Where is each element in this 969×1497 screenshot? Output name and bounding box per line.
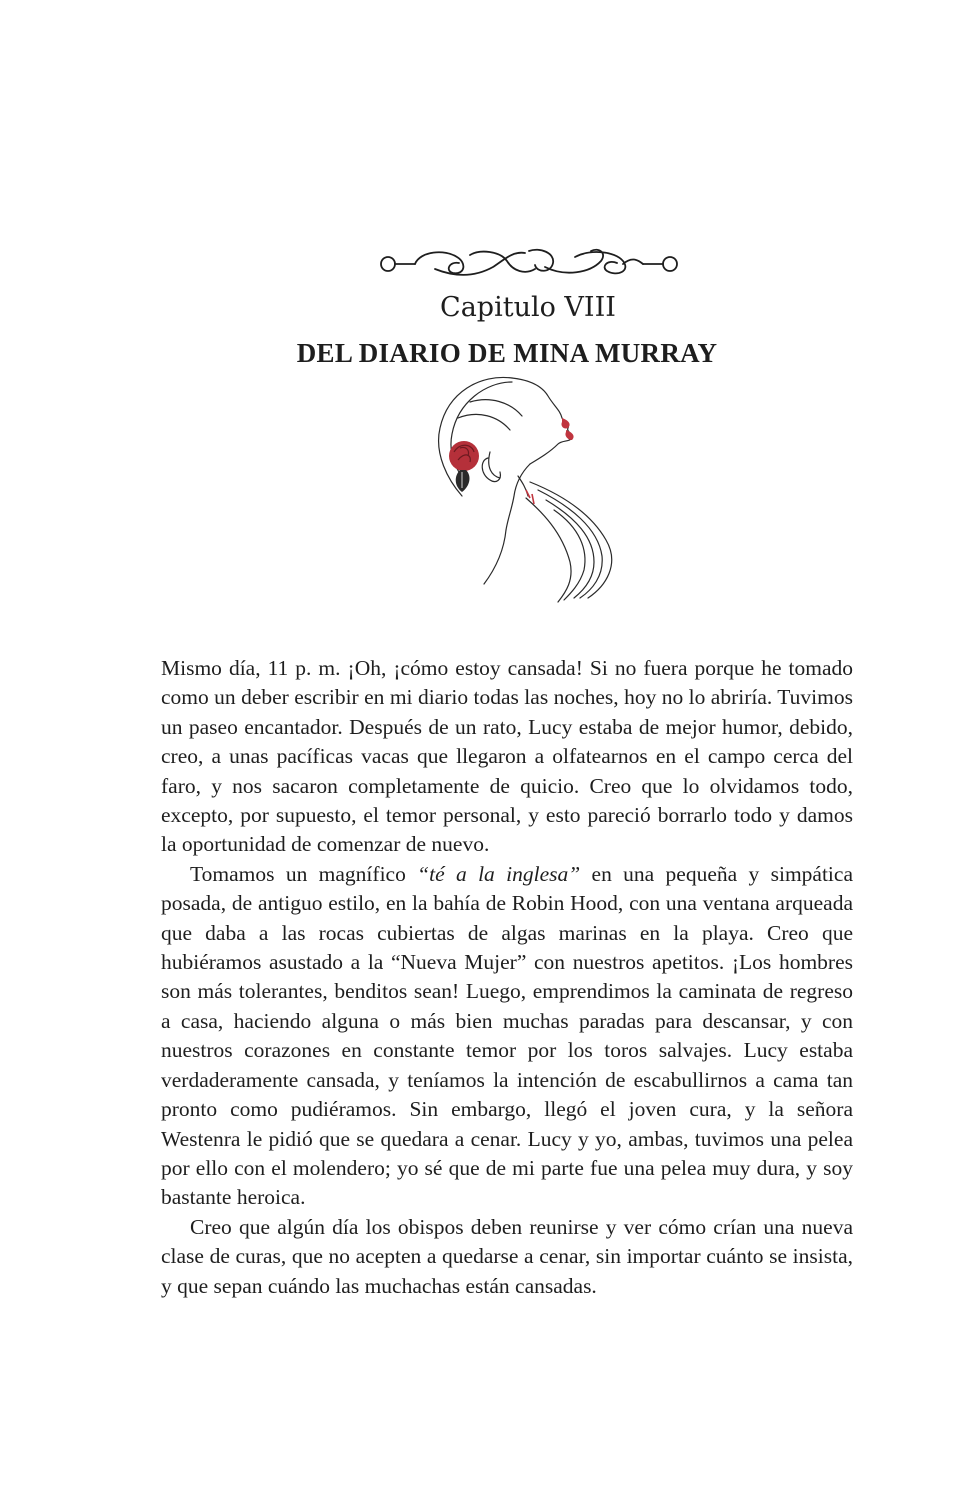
paragraph-2-rest: en una pequeña y simpática posada, de antiguo estilo, en la bahía de Robin Hood, con una ventana arqueada que daba a las rocas cubiertas de algas marinas en la playa. Creo que hubiéramos asustado a la “Nueva Mujer” con nuestros apetitos. ¡Los hombres son más tolerantes, benditos sean! Luego, emprendimos la caminata de regreso a casa, haciendo alguna o más bien muchas paradas para descansar, y con nuestros corazones en constante temor por los toros salvajes. Lucy estaba verdaderamente cansada, y teníamos la intención de escabullirnos a cama tan pronto como pudiéramos. Sin embargo, llegó el joven cura, y la señora Westenra le pidió que se quedara a cenar. Lucy y yo, ambas, tuvimos una pelea por ello con el molendero; yo sé que de mi parte fue una pelea muy dura, y soy bastante heroica. — [161, 861, 853, 1210]
italic-phrase: “té a la inglesa” — [417, 861, 581, 886]
chapter-title: Capitulo VIII — [440, 292, 616, 323]
body-text — [161, 654, 853, 1301]
paragraph-1: Mismo día, 11 p. m. ¡Oh, ¡cómo estoy cansada! Si no fuera porque he tomado como un deber escribir en mi diario todas las noches, hoy no lo abriría. Tuvimos un paseo encantador. Después de un rato, Lucy estaba de mejor humor, debido, creo, a unas pacíficas vacas que llegaron a olfatearnos en el campo cerca del faro, y nos sacaron completamente de quicio. Creo que lo olvidamos todo, excepto, por supuesto, el temor personal, y esto pareció borrarlo todo y damos la oportunidad de comenzar de nuevo. — [161, 656, 853, 857]
paragraph-3: Creo que algún día los obispos deben reunirse y ver cómo crían una nueva clase de curas, que no acepten a quedarse a cenar, sin importar cuánto se insista, y que sepan cuándo las muchachas están cansadas. — [161, 1214, 853, 1298]
paragraph-2 — [161, 860, 853, 1213]
scroll-ornament-icon — [375, 243, 683, 283]
woman-with-rose-illustration — [430, 372, 630, 604]
paragraph-2-start: Tomamos un magnífico — [190, 861, 418, 886]
chapter-subtitle: DEL DIARIO DE MINA MURRAY — [296, 338, 718, 368]
